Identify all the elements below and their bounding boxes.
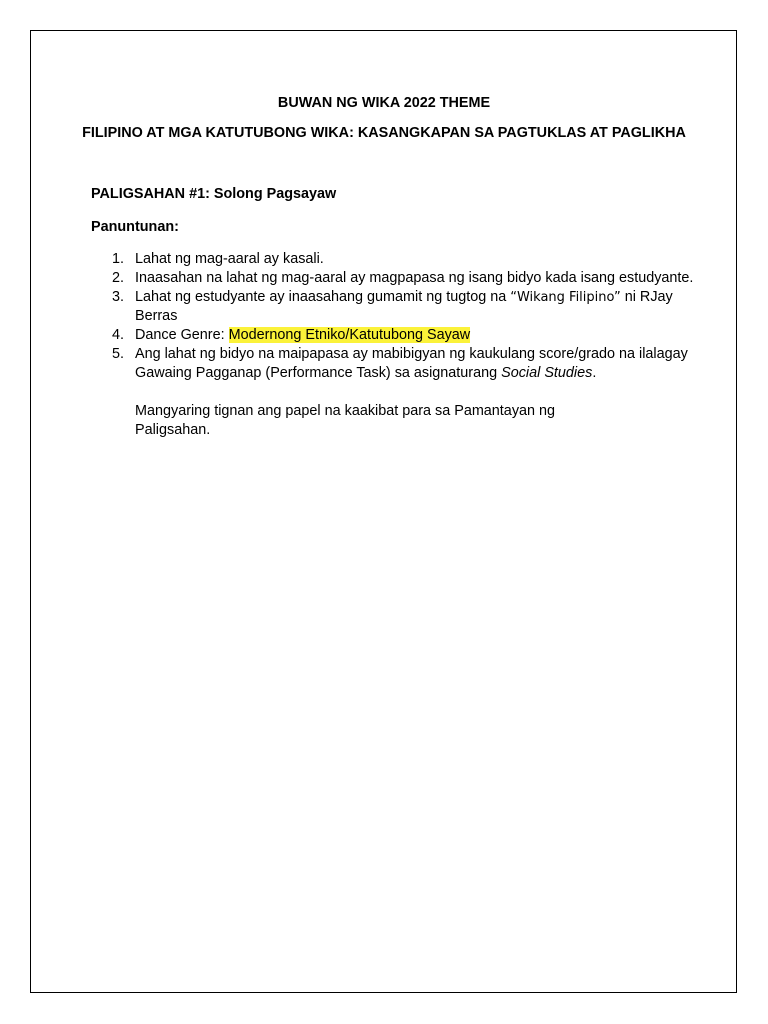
rule-number: 5. <box>112 346 125 362</box>
rule-text-tail: . <box>592 365 597 381</box>
rule-item-1 <box>59 250 709 269</box>
subject-name: Social Studies <box>501 365 593 381</box>
rule-number: 3. <box>112 289 125 305</box>
rule-number: 2. <box>112 270 125 286</box>
rule-number: 1. <box>112 251 125 267</box>
note-paragraph: Mangyaring tignan ang papel na kaakibat para sa Pamantayan ng Paligsahan. <box>135 403 556 438</box>
rule-item-3 <box>59 288 709 326</box>
rules-list <box>59 250 709 383</box>
rule-text: Inaasahan na lahat ng mag-aaral ay magpapasa ng isang bidyo kada isang estudyante. <box>135 270 694 286</box>
song-title: “Wikang Filipino” <box>510 290 621 305</box>
rule-item-5 <box>59 345 709 383</box>
contest-heading: PALIGSAHAN #1: Solong Pagsayaw <box>91 186 337 202</box>
document-content <box>59 94 709 440</box>
rules-label: Panuntunan: <box>91 219 179 235</box>
document-title: BUWAN NG WIKA 2022 THEME <box>277 95 491 111</box>
rule-item-2 <box>59 269 709 288</box>
rule-text: Lahat ng mag-aaral ay kasali. <box>135 251 324 267</box>
rule-text-tail: ni RJay Berras <box>135 289 673 324</box>
rule-label: Dance Genre: <box>135 327 229 343</box>
theme-title: FILIPINO AT MGA KATUTUBONG WIKA: KASANGKAPAN SA PAGTUKLAS AT PAGLIKHA <box>82 125 686 141</box>
rule-number: 4. <box>112 327 125 343</box>
highlighted-genre: Modernong Etniko/Katutubong Sayaw <box>228 327 471 343</box>
rule-item-4 <box>59 326 709 345</box>
rule-text: Lahat ng estudyante ay inaasahang gumamit ng tugtog na <box>135 289 511 305</box>
rule-text: Ang lahat ng bidyo na maipapasa ay mabibigyan ng kaukulang score/grado na ilalagay Gawaing Pagganap (Performance Task) sa asignaturang <box>135 346 688 381</box>
